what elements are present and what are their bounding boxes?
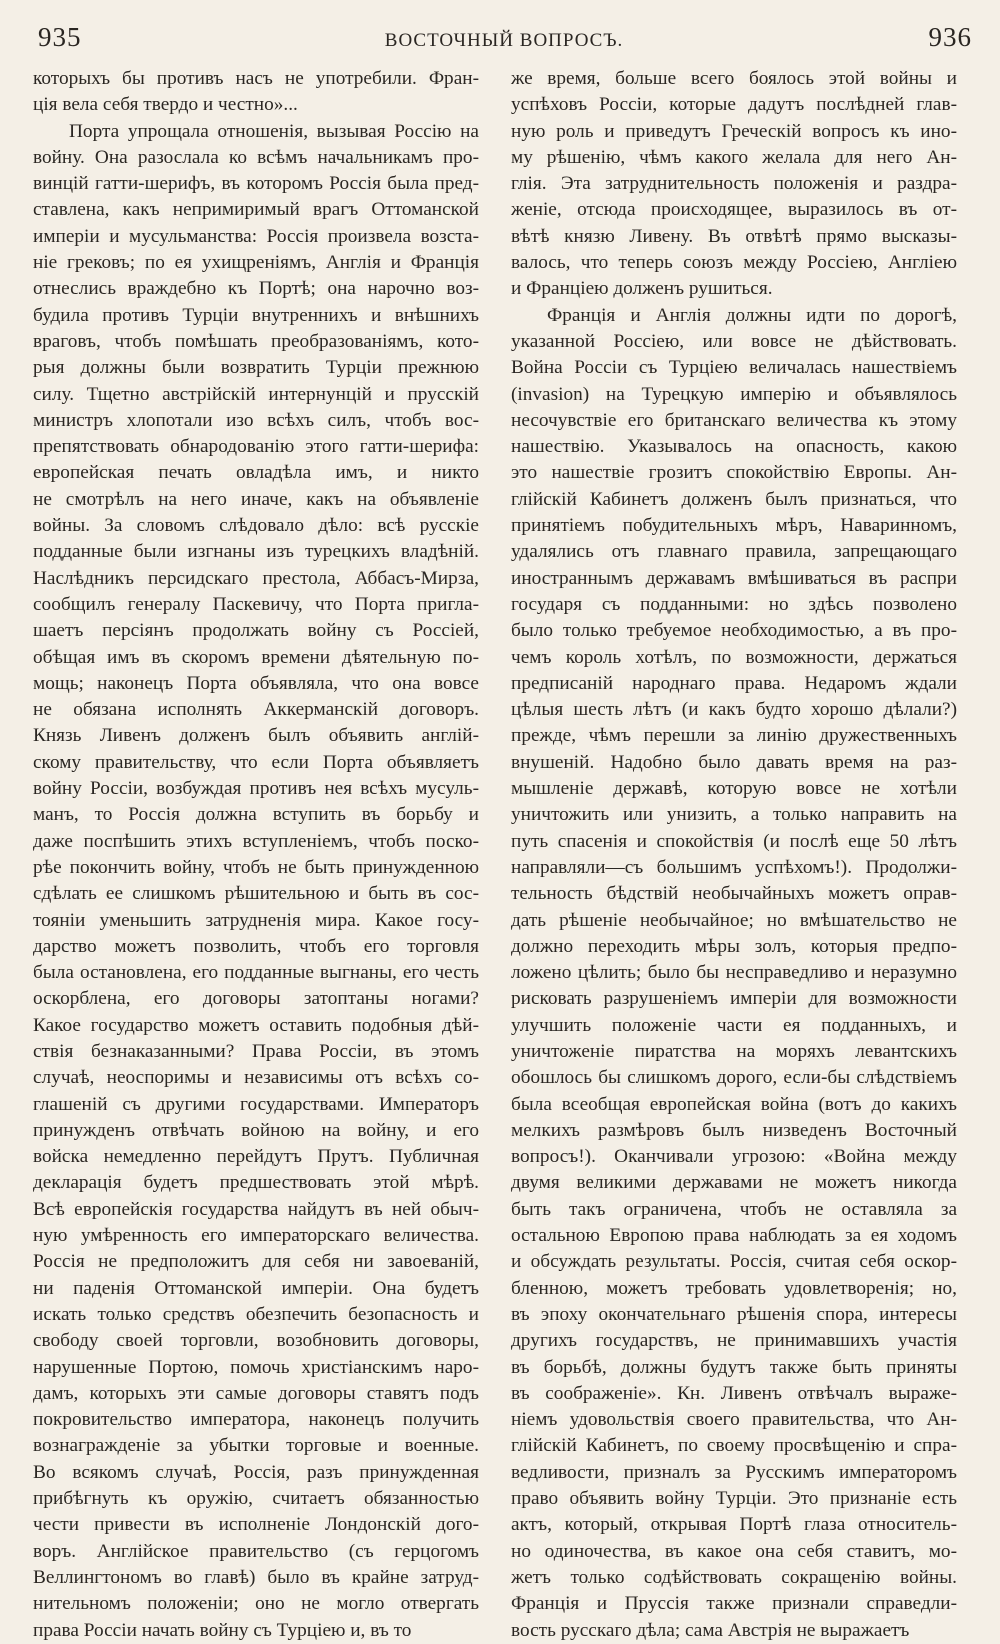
text-line: дарство можетъ позволить, чтобъ его торговля — [33, 935, 479, 957]
text-line: удалялись отъ главнаго правила, запрещающаго — [511, 541, 957, 563]
text-line: рыя должны были возвратить Турціи прежнюю — [33, 357, 479, 379]
text-line: которыхъ бы противъ насъ не употребили. Фран- — [33, 68, 479, 89]
text-line: и Франціею долженъ рушиться. — [511, 278, 773, 300]
text-line: му рѣшенію, чѣмъ какого желала для него Ан- — [511, 146, 957, 168]
text-line: это нашествіе грозитъ спокойствію Европы. Ан- — [511, 462, 957, 484]
text-line: предписаній народнаго права. Недаромъ ждали — [511, 672, 957, 694]
text-line: свободу своей торговли, возобновить договоры, — [33, 1330, 479, 1352]
text-line: Князь Ливенъ долженъ былъ объявить англій- — [33, 725, 479, 747]
text-line: силу. Тщетно австрійскій интернунцій и прусскій — [33, 383, 479, 405]
text-line: государя съ подданными: но здѣсь позволено — [511, 593, 957, 615]
text-line: бленною, можетъ требовать удовлетворенія; но, — [511, 1277, 957, 1299]
text-line: дать рѣшеніе необычайное; но вмѣшательство не — [511, 909, 957, 931]
right-text-column — [511, 66, 957, 1641]
text-line: но одиночества, въ какое она себя ставитъ, мо- — [511, 1540, 957, 1562]
text-line: отнеслись враждебно къ Портѣ; она нарочно воз- — [33, 278, 479, 300]
text-line: рисковать разрушеніемъ имперіи для возможности — [511, 988, 957, 1010]
text-line: и обсуждать результаты. Россія, считая себя оскор- — [511, 1251, 957, 1273]
text-line: Веллингтономъ во главѣ) было въ крайне затруд- — [33, 1566, 479, 1588]
page-number-left: 935 — [38, 22, 82, 52]
text-line: винцій гатти-шерифъ, въ которомъ Россія была пред- — [33, 173, 479, 195]
text-line: была остановлена, его подданные выгнаны, его честь — [33, 962, 479, 984]
text-line: глашеній съ другими государствами. Императоръ — [33, 1093, 479, 1115]
text-line: глійскій Кабинетъ долженъ былъ признаться, что — [511, 488, 957, 510]
text-line: оскорблена, его договоры затоптаны ногами? — [33, 988, 479, 1010]
text-line: несочувствіе его британскаго величества къ этому — [511, 409, 957, 431]
text-line: въ соображеніе». Кн. Ливенъ отвѣчалъ выраже- — [511, 1382, 957, 1404]
text-line: Во всякомъ случаѣ, Россія, разъ принужденная — [33, 1461, 479, 1483]
text-line: ставлена, какъ непримиримый врагъ Оттоманской — [33, 199, 479, 221]
text-line: жетъ только содѣйствовать сокращенію войны. — [511, 1566, 957, 1588]
text-line: ную роль и приведутъ Греческій вопросъ къ ино- — [511, 120, 957, 142]
text-line: нительномъ положеніи; оно не могло отвергать — [33, 1593, 479, 1615]
text-line: ведливости, призналъ за Русскимъ императоромъ — [511, 1461, 957, 1483]
text-line: даже поспѣшить этихъ вступленіемъ, чтобъ поско- — [33, 830, 479, 852]
text-line: право объявить войну Турціи. Это признаніе есть — [511, 1488, 957, 1510]
text-line: Россія не предположитъ для себя ни завоеваній, — [33, 1251, 479, 1273]
text-line: остальною Европою права наблюдать за ея ходомъ — [511, 1225, 957, 1247]
text-line: мощь; наконецъ Порта объявляла, что она вовсе — [33, 672, 479, 694]
text-line: дамъ, которыхъ эти самые договоры ставятъ подъ — [33, 1382, 479, 1404]
text-line: актъ, который, открывая Портѣ глаза относитель- — [511, 1514, 957, 1536]
text-line: успѣховъ Россіи, которые дадутъ послѣдней глав- — [511, 94, 957, 116]
text-line: войну. Она разослала ко всѣмъ начальникамъ про- — [33, 146, 479, 168]
text-line: нашествію. Указывалось на опасность, какою — [511, 436, 957, 458]
text-line: принужденъ отвѣчать войною на войну, и его — [33, 1119, 479, 1141]
text-line: Война Россіи съ Турціею величалась нашествіемъ — [511, 357, 957, 379]
text-line: валось, что теперь союзъ между Россіею, Англіею — [511, 252, 957, 274]
text-line: декларація будетъ предшествовать этой мѣрѣ. — [33, 1172, 479, 1194]
text-line: уничтожить или унизить, а только направить на — [511, 804, 957, 826]
running-header — [36, 18, 972, 58]
text-line: прежде, чѣмъ перешли за линію дружественныхъ — [511, 725, 957, 747]
text-line: ную умѣренность его императорскаго величества. — [33, 1225, 479, 1247]
text-line: вѣтѣ князю Ливену. Въ отвѣтѣ прямо высказы- — [511, 225, 957, 247]
text-line: будила противъ Турціи внутреннихъ и внѣшнихъ — [33, 304, 479, 326]
text-line: тельность бѣдствій необычайныхъ можетъ оправ- — [511, 883, 957, 905]
text-line: улучшить положеніе части ея подданныхъ, и — [511, 1014, 957, 1036]
text-line: права Россіи начать войну съ Турціею и, въ то — [33, 1619, 412, 1641]
text-line: ніемъ удовольствія своего правительства, что Ан- — [511, 1409, 957, 1431]
text-line: ція вела себя твердо и честно»... — [33, 94, 298, 116]
text-line: ни паденія Оттоманской имперіи. Она будетъ — [33, 1277, 479, 1299]
text-line: принятіемъ побудительныхъ мѣръ, Наваринномъ, — [511, 515, 957, 537]
text-line: войска немедленно перейдутъ Прутъ. Публичная — [33, 1146, 479, 1168]
text-line: другихъ государствъ, не принимавшихъ участія — [511, 1330, 957, 1352]
text-line: препятствовать обнародованію этого гатти-шерифа: — [33, 436, 479, 458]
text-line: вопросъ!). Оканчивали угрозою: «Война между — [511, 1146, 957, 1168]
text-line: вознагражденіе за убытки торговые и военные. — [33, 1435, 479, 1457]
text-line: воръ. Англійское правительство (съ герцогомъ — [33, 1540, 479, 1562]
text-line: прибѣгнуть къ оружію, считаетъ обязанностью — [33, 1488, 479, 1510]
text-line: Франція и Англія должны идти по дорогѣ, — [547, 304, 957, 326]
text-line: имперіи и мусульманства: Россія произвела возста- — [33, 225, 479, 247]
text-line: Какое государство можетъ оставить подобныя дѣй- — [33, 1014, 479, 1036]
text-line: въ борьбѣ, должны будутъ также быть приняты — [511, 1356, 957, 1378]
text-line: сдѣлать ее слишкомъ рѣшительною и быть въ сос- — [33, 883, 479, 905]
text-line: тояніи уменьшить затрудненія мира. Какое госу- — [33, 909, 479, 931]
text-line: европейская печать овладѣла имъ, и никто — [33, 462, 479, 484]
text-line: глійскій Кабинетъ, по своему просвѣщенію и спра- — [511, 1435, 957, 1457]
text-line: чести привести въ исполненіе Лондонскій дого- — [33, 1514, 479, 1536]
text-line: уничтоженіе пиратства на моряхъ левантскихъ — [511, 1040, 957, 1062]
text-line: направляли—съ большимъ успѣхомъ!). Продолжи- — [511, 856, 957, 878]
left-text-column — [33, 66, 479, 1641]
text-line: Наслѣдникъ персидскаго престола, Аббасъ-Мирза, — [33, 567, 479, 589]
text-line: скому правительству, что если Порта объявляетъ — [33, 751, 479, 773]
text-line: Франція и Пруссія также признали справедли- — [511, 1593, 957, 1615]
text-line: внушеній. Надобно было давать время на раз- — [511, 751, 957, 773]
text-line: не обязана исполнять Аккерманскій договоръ. — [33, 699, 479, 721]
text-line: быть такъ ограничена, чтобъ не оставляла за — [511, 1198, 957, 1220]
text-line: цѣлыя шесть лѣтъ (и какъ будто хорошо дѣлали?) — [511, 699, 957, 721]
text-line: было только требуемое необходимостью, а въ про- — [511, 620, 957, 642]
text-line: искать только средствъ обезпечить безопасность и — [33, 1303, 479, 1325]
text-line: случаѣ, неоспоримы и независимы отъ всѣхъ со- — [33, 1067, 479, 1089]
text-line: мышленіе державѣ, которую вовсе не хотѣли — [511, 778, 957, 800]
text-line: мелкихъ размѣровъ былъ низведенъ Восточный — [511, 1119, 957, 1141]
text-line: двумя великими державами не можетъ никогда — [511, 1172, 957, 1194]
text-line: не смотрѣлъ на него иначе, какъ на объявленіе — [33, 488, 479, 510]
text-line: шаетъ персіянъ продолжать войну съ Россіей, — [33, 620, 479, 642]
text-line: войны. За словомъ слѣдовало дѣло: всѣ русскіе — [33, 515, 479, 537]
text-line: рѣе покончить войну, чтобъ не быть принужденною — [33, 856, 479, 878]
text-line: подданные были изгнаны изъ турецкихъ владѣній. — [33, 541, 479, 563]
text-line: же время, больше всего боялось этой войны и — [511, 68, 957, 89]
text-line: иностраннымъ державамъ вмѣшиваться въ распри — [511, 567, 957, 589]
text-line: обѣщая имъ въ скоромъ времени дѣятельную по- — [33, 646, 479, 668]
text-line: чемъ король хотѣлъ, по возможности, держаться — [511, 646, 957, 668]
text-line: ніе грековъ; по ея ухищреніямъ, Англія и Франція — [33, 252, 479, 274]
text-line: нарушенные Портою, помочь христіанскимъ наро- — [33, 1356, 479, 1378]
text-line: должно переходить мѣры золъ, которыя предпо- — [511, 935, 957, 957]
page-number-right: 936 — [928, 22, 972, 52]
text-line: Порта упрощала отношенія, вызывая Россію на — [69, 120, 479, 142]
text-line: (invasion) на Турецкую имперію и объявлялось — [511, 383, 957, 405]
text-line: глія. Эта затруднительность положенія и раздра- — [511, 173, 957, 195]
running-title: ВОСТОЧНЫЙ ВОПРОСЪ. — [384, 30, 624, 51]
text-line: Всѣ европейскія государства найдутъ въ ней обыч- — [33, 1198, 479, 1220]
text-line: вость русскаго дѣла; сама Австрія не выражаетъ — [511, 1619, 910, 1641]
text-line: женіе, отсюда происходящее, выразилось въ от- — [511, 199, 957, 221]
text-line: въ эпоху окончательнаго рѣшенія спора, интересы — [511, 1303, 957, 1325]
text-line: была всеобщая европейская война (вотъ до какихъ — [511, 1093, 957, 1115]
text-line: указанной Россіею, или вовсе не дѣйствовать. — [511, 330, 957, 352]
text-line: враговъ, чтобъ помѣшать преобразованіямъ, кото- — [33, 330, 479, 352]
text-line: манъ, то Россія должна вступить въ борьбу и — [33, 804, 479, 826]
text-line: войну Россіи, возбуждая противъ нея всѣхъ мусуль- — [33, 778, 479, 800]
text-line: путь спасенія и спокойствія (и послѣ еще 50 лѣтъ — [511, 830, 957, 852]
text-line: обошлось бы слишкомъ дорого, если-бы слѣдствіемъ — [511, 1067, 957, 1089]
text-line: покровительство императора, наконецъ получить — [33, 1409, 479, 1431]
text-line: сообщилъ генералу Паскевичу, что Порта пригла- — [33, 593, 479, 615]
text-line: ствія безнаказанными? Права Россіи, въ этомъ — [33, 1040, 479, 1062]
text-line: министръ хлопотали изо всѣхъ силъ, чтобъ вос- — [33, 409, 479, 431]
text-line: ложено цѣлить; было бы несправедливо и неразумно — [511, 962, 957, 984]
